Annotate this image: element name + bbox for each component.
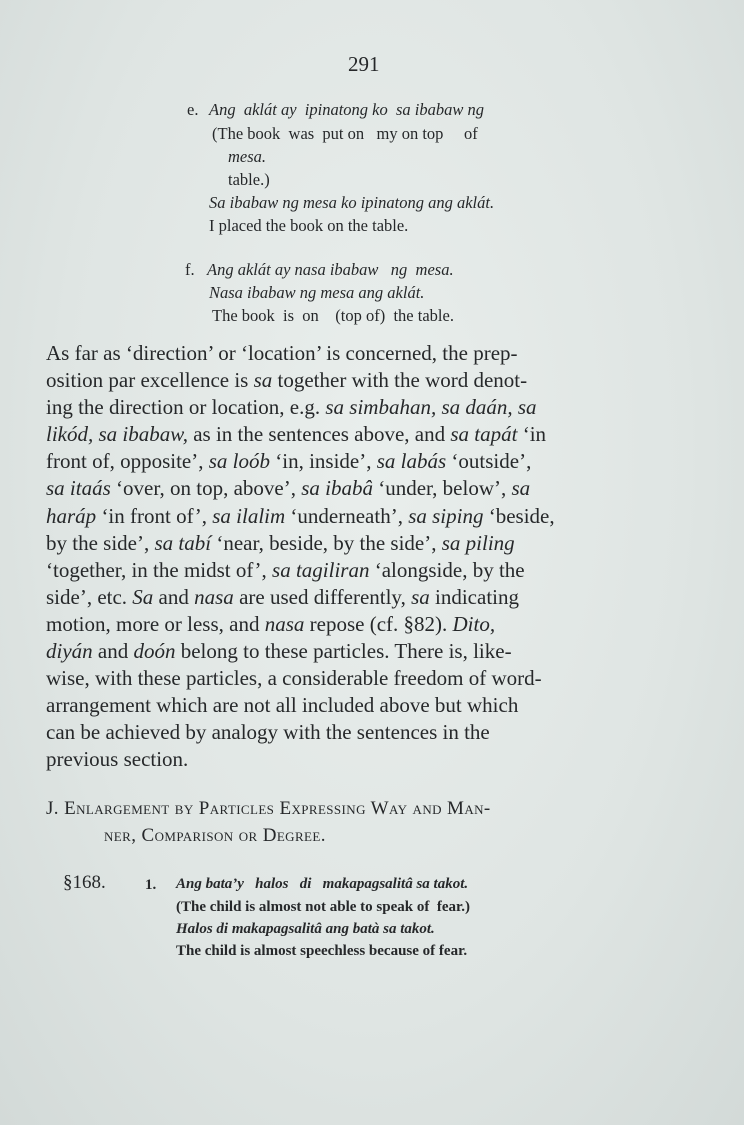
para-line: sa itaás ‘over, on top, above’, sa ibabâ ‘under, below’, sa [46,476,531,501]
example-e-tagalog: Ang aklát ay ipinatong ko sa ibabaw ng [209,100,484,119]
example-f-translation: The book is on (top of) the table. [212,306,454,325]
section-number: §168. [63,872,106,893]
page-number: 291 [348,52,380,76]
para-line: likód, sa ibabaw, as in the sentences above, and sa tapát ‘in [46,422,547,447]
example-f-tagalog: Ang aklát ay nasa ibabaw ng mesa. [207,260,454,279]
para-line: arrangement which are not all included above but which [46,693,519,718]
para-line: side’, etc. Sa and nasa are used differently, sa indicating [46,584,519,609]
para-line: diyán and doón belong to these particles. There is, like- [46,639,512,664]
section-168-gloss: (The child is almost not able to speak of fear.) [176,899,471,915]
heading-line1: J. Enlargement by Particles Expressing Way and Man- [46,798,491,819]
para-line: ‘together, in the midst of’, sa tagiliran ‘alongside, by the [46,557,525,582]
para-line: motion, more or less, and nasa repose (cf. §82). Dito, [46,611,496,636]
example-e-sentence: Sa ibabaw ng mesa ko ipinatong ang aklát. [209,193,495,212]
para-line: previous section. [46,747,189,772]
section-168-sentence: Halos di makapagsalitâ ang batà sa takot. [176,921,435,937]
section-item-number: 1. [145,877,157,893]
example-f-line1 [185,258,454,281]
example-f-sentence: Nasa ibabaw ng mesa ang aklát. [209,283,425,302]
section-168-translation: The child is almost speechless because of fear. [176,943,468,959]
example-e-translation: I placed the book on the table. [209,216,409,235]
body-paragraph [46,340,670,774]
example-e-gloss-tagalog: mesa. [228,147,267,166]
example-e-gloss: (The book was put on my on top of [212,124,478,143]
section-heading [46,795,666,849]
para-line: ing the direction or location, e.g. sa simbahan, sa daán, sa [46,395,537,420]
heading-line2: ner, Comparison or Degree. [104,825,326,846]
para-line: osition par excellence is sa together with the word denot- [46,368,528,393]
para-line: haráp ‘in front of’, sa ilalim ‘underneath’, sa siping ‘beside, [46,503,555,528]
example-f-label: f. [185,260,195,279]
para-line: wise, with these particles, a considerable freedom of word- [46,666,542,691]
example-e-line1 [187,98,484,121]
section-168-tagalog: Ang bata’y halos di makapagsalitâ sa takot. [176,876,469,892]
example-e-label: e. [187,100,199,119]
para-line: front of, opposite’, sa loób ‘in, inside’, sa labás ‘outside’, [46,449,532,474]
para-line: by the side’, sa tabí ‘near, beside, by the side’, sa piling [46,530,515,555]
para-line: can be achieved by analogy with the sentences in the [46,720,490,745]
example-e-gloss-english: table.) [228,170,270,189]
para-line: As far as ‘direction’ or ‘location’ is concerned, the prep- [46,341,518,365]
